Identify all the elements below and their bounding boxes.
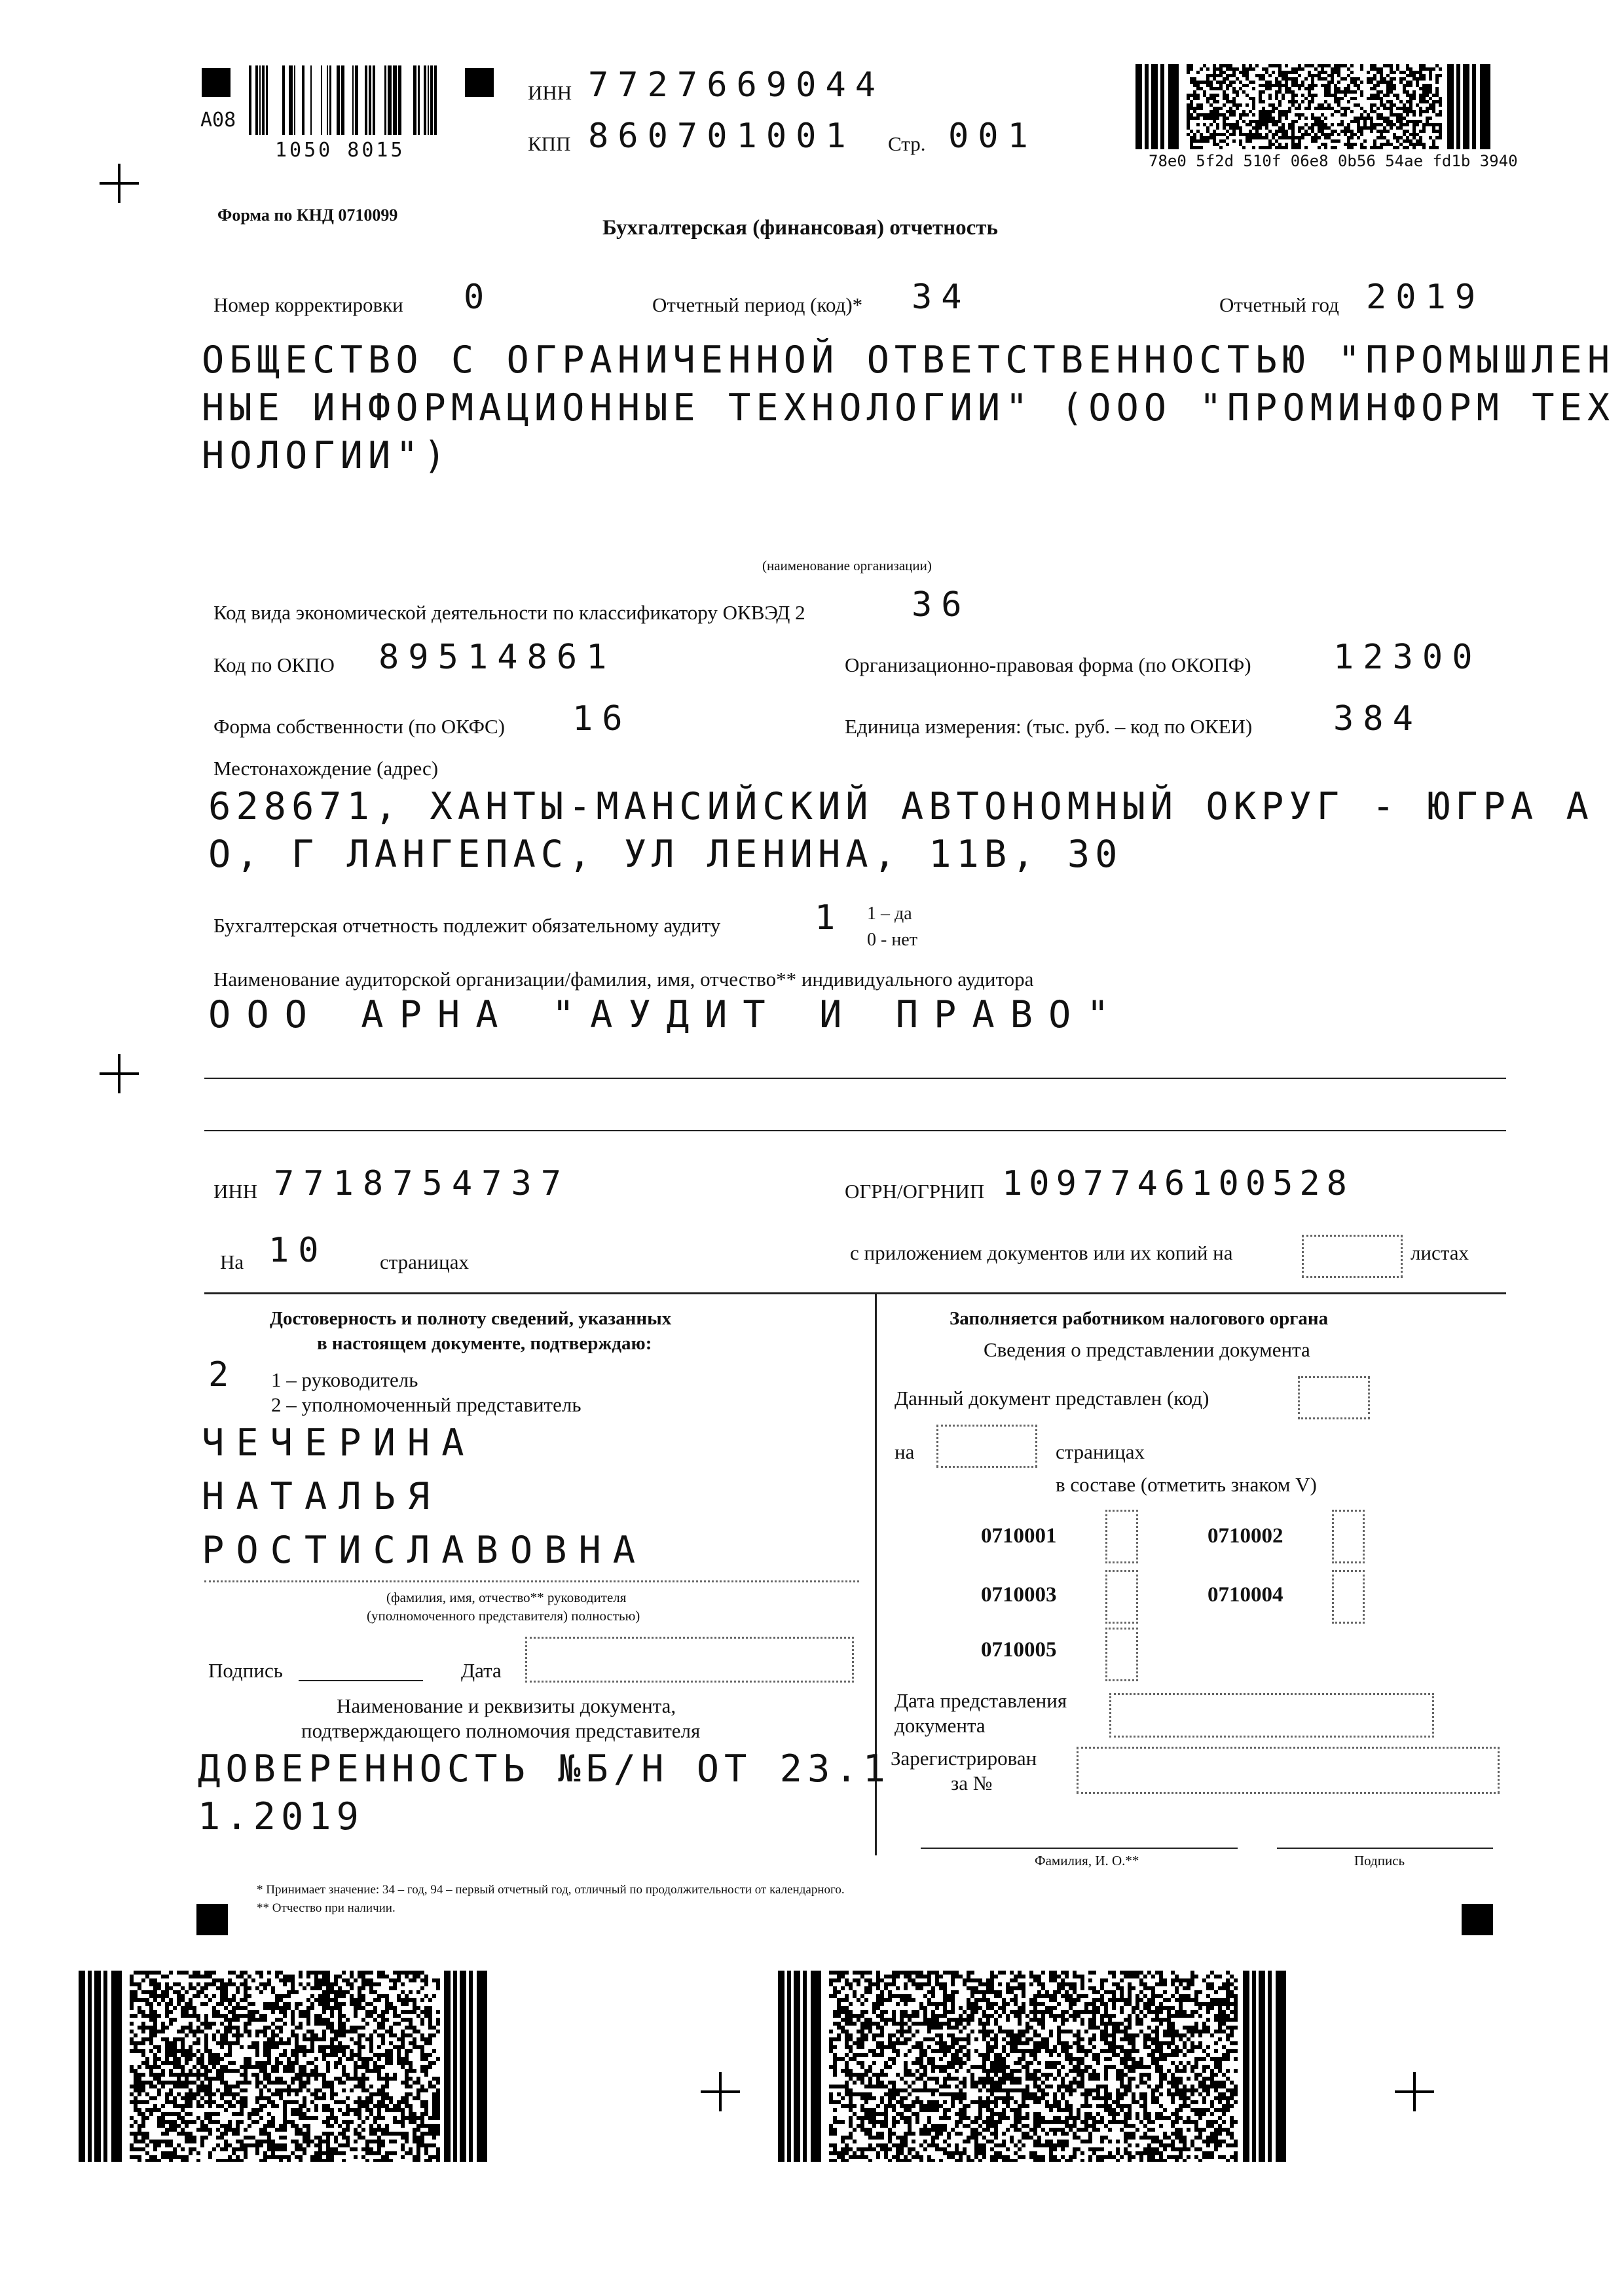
organization-name-caption: (наименование организации) (762, 558, 932, 574)
authority-document-line-2: 1.2019 (198, 1795, 364, 1838)
form-box-0710003 (1105, 1570, 1138, 1624)
corner-marker-bottom-right (1462, 1904, 1493, 1935)
page-label: Стр. (888, 132, 926, 155)
address-line-2: О, Г ЛАНГЕПАС, УЛ ЛЕНИНА, 11В, 30 (208, 833, 1123, 876)
registration-cross-3 (701, 2072, 740, 2111)
inn-label: ИНН (528, 81, 572, 104)
registration-cross-1 (100, 164, 139, 203)
signer-first-name: НАТАЛЬЯ (202, 1475, 442, 1518)
registration-cross-2 (100, 1054, 139, 1093)
organization-name-line-3: НОЛОГИИ") (202, 434, 451, 477)
auditor-name: ООО АРНА "АУДИТ И ПРАВО" (208, 993, 1125, 1036)
okfs-value: 16 (572, 699, 632, 738)
audit-value: 1 (815, 898, 845, 938)
linear-barcode (249, 65, 439, 137)
period-label: Отчетный период (код)* (652, 293, 863, 316)
signer-last-name: ЧЕЧЕРИНА (202, 1421, 476, 1465)
pages-suffix-label: страницах (380, 1250, 469, 1273)
attachment-sheets-box (1302, 1235, 1403, 1278)
submission-date-label-1: Дата представления (895, 1689, 1067, 1712)
footnote-1: * Принимает значение: 34 – год, 94 – первый отчетный год, отличный по продолжительности от календарного. (257, 1883, 845, 1897)
form-box-0710004 (1332, 1570, 1365, 1624)
organization-name-line-2: НЫЕ ИНФОРМАЦИОННЫЕ ТЕХНОЛОГИИ" (ООО "ПРОМИНФОРМ ТЕХ (202, 386, 1615, 429)
address-line-1: 628671, ХАНТЫ-МАНСИЙСКИЙ АВТОНОМНЫЙ ОКРУГ - ЮГРА А (208, 785, 1594, 828)
okopf-value: 12300 (1333, 638, 1482, 677)
kpp-label: КПП (528, 132, 571, 155)
form-code-0710005: 0710005 (981, 1638, 1057, 1662)
corner-marker-top-mid (465, 68, 494, 97)
auditor-ogrn-label: ОГРН/ОГРНИП (845, 1180, 985, 1203)
audit-yes: 1 – да (867, 903, 912, 924)
address-label: Местонахождение (адрес) (213, 757, 439, 780)
registration-cross-4 (1395, 2072, 1434, 2111)
authority-caption-1: Наименование и реквизиты документа, (337, 1694, 676, 1717)
tax-pages-label: страницах (1056, 1440, 1145, 1463)
tax-pages-box (936, 1425, 1037, 1468)
okpo-value: 89514861 (378, 638, 616, 677)
auditor-inn-value: 7718754737 (274, 1164, 571, 1203)
form-code-0710004: 0710004 (1208, 1583, 1283, 1607)
auditor-ogrn-value: 1097746100528 (1002, 1164, 1354, 1203)
fio-line (921, 1848, 1238, 1849)
okopf-label: Организационно-правовая форма (по ОКОПФ) (845, 653, 1251, 676)
form-code-0710002: 0710002 (1208, 1524, 1283, 1548)
tax-pages-on-label: на (895, 1440, 915, 1463)
corner-code: A08 (200, 109, 236, 132)
registered-label-1: Зарегистрирован (891, 1747, 1037, 1770)
signer-code: 2 (208, 1355, 238, 1394)
form-code-0710001: 0710001 (981, 1524, 1057, 1548)
audit-label: Бухгалтерская отчетность подлежит обязательному аудиту (213, 914, 721, 937)
auditor-inn-label: ИНН (213, 1180, 258, 1203)
tax-office-subheading: Сведения о представлении документа (984, 1338, 1310, 1361)
year-value: 2019 (1366, 278, 1485, 317)
authority-caption-2: подтверждающего полномочия представителя (301, 1719, 701, 1742)
registration-number-field (1077, 1747, 1500, 1794)
form-box-0710001 (1105, 1510, 1138, 1563)
submission-date-label-2: документа (895, 1714, 986, 1737)
kpp-value: 860701001 (588, 117, 855, 156)
pages-on-label: На (220, 1250, 244, 1273)
submission-date-field (1109, 1693, 1434, 1738)
audit-no: 0 - нет (867, 930, 917, 950)
correction-label: Номер корректировки (213, 293, 403, 316)
hash-code: 78e0 5f2d 510f 06e8 0b56 54ae fd1b 3940 (1149, 152, 1518, 170)
submitted-code-label: Данный документ представлен (код) (895, 1387, 1209, 1410)
sign-line (1277, 1848, 1493, 1849)
auditor-label: Наименование аудиторской организации/фамилия, имя, отчество** индивидуального аудитора (213, 968, 1034, 991)
okpo-label: Код по ОКПО (213, 653, 335, 676)
okei-value: 384 (1333, 699, 1422, 738)
corner-marker-top-left (202, 68, 231, 97)
submitted-code-box (1298, 1376, 1370, 1419)
form-box-0710002 (1332, 1510, 1365, 1563)
form-code: Форма по КНД 0710099 (217, 206, 398, 225)
correction-value: 0 (464, 278, 494, 317)
corner-marker-bottom-left (196, 1904, 228, 1935)
tax-office-heading: Заполняется работником налогового органа (950, 1308, 1329, 1329)
okved-value: 36 (912, 585, 971, 625)
okved-label: Код вида экономической деятельности по классификатору ОКВЭД 2 (213, 601, 805, 624)
auditor-line-2 (204, 1130, 1506, 1131)
organization-name-line-1: ОБЩЕСТВО С ОГРАНИЧЕННОЙ ОТВЕТСТВЕННОСТЬЮ "ПРОМЫШЛЕН (202, 338, 1615, 382)
form-code-0710003: 0710003 (981, 1583, 1057, 1607)
signer-middle-name: РОСТИСЛАВОВНА (202, 1529, 648, 1572)
period-value: 34 (912, 278, 971, 317)
form-box-0710005 (1105, 1628, 1138, 1681)
signer-option-1: 1 – руководитель (271, 1368, 418, 1391)
confirmation-heading-2: в настоящем документе, подтверждаю: (317, 1333, 652, 1354)
authority-document-line-1: ДОВЕРЕННОСТЬ №Б/Н ОТ 23.1 (198, 1747, 891, 1791)
year-label: Отчетный год (1219, 293, 1339, 316)
sign-caption: Подпись (1354, 1853, 1405, 1868)
composition-label: в составе (отметить знаком V) (1056, 1473, 1317, 1496)
pages-count: 10 (268, 1231, 328, 1270)
fio-caption: Фамилия, И. О.** (1035, 1853, 1139, 1868)
header-2d-barcode (1135, 64, 1493, 149)
signer-option-2: 2 – уполномоченный представитель (271, 1393, 581, 1416)
signer-name-caption-1: (фамилия, имя, отчество** руководителя (386, 1590, 627, 1605)
bottom-2d-barcode-left (79, 1971, 490, 2162)
signature-label: Подпись (208, 1659, 283, 1682)
bottom-2d-barcode-right (778, 1971, 1289, 2162)
section-top-line (204, 1292, 1506, 1294)
attachments-label: с приложением документов или их копий на (850, 1241, 1233, 1264)
page-value: 001 (948, 117, 1037, 156)
okei-label: Единица измерения: (тыс. руб. – код по ОКЕИ) (845, 715, 1253, 738)
sheets-label: листах (1411, 1241, 1469, 1264)
date-label: Дата (461, 1659, 502, 1682)
footnote-2: ** Отчество при наличии. (257, 1901, 396, 1915)
okfs-label: Форма собственности (по ОКФС) (213, 715, 505, 738)
barcode-number: 1050 8015 (275, 139, 405, 162)
signer-name-line (204, 1580, 859, 1582)
signer-name-caption-2: (уполномоченного представителя) полностью) (367, 1608, 640, 1624)
date-field (525, 1637, 854, 1683)
document-title: Бухгалтерская (финансовая) отчетность (602, 216, 998, 240)
auditor-line-1 (204, 1078, 1506, 1079)
signature-line (299, 1680, 423, 1681)
registered-label-2: за № (951, 1772, 993, 1795)
inn-value: 7727669044 (588, 65, 885, 105)
confirmation-heading-1: Достоверность и полноту сведений, указанных (270, 1308, 672, 1329)
